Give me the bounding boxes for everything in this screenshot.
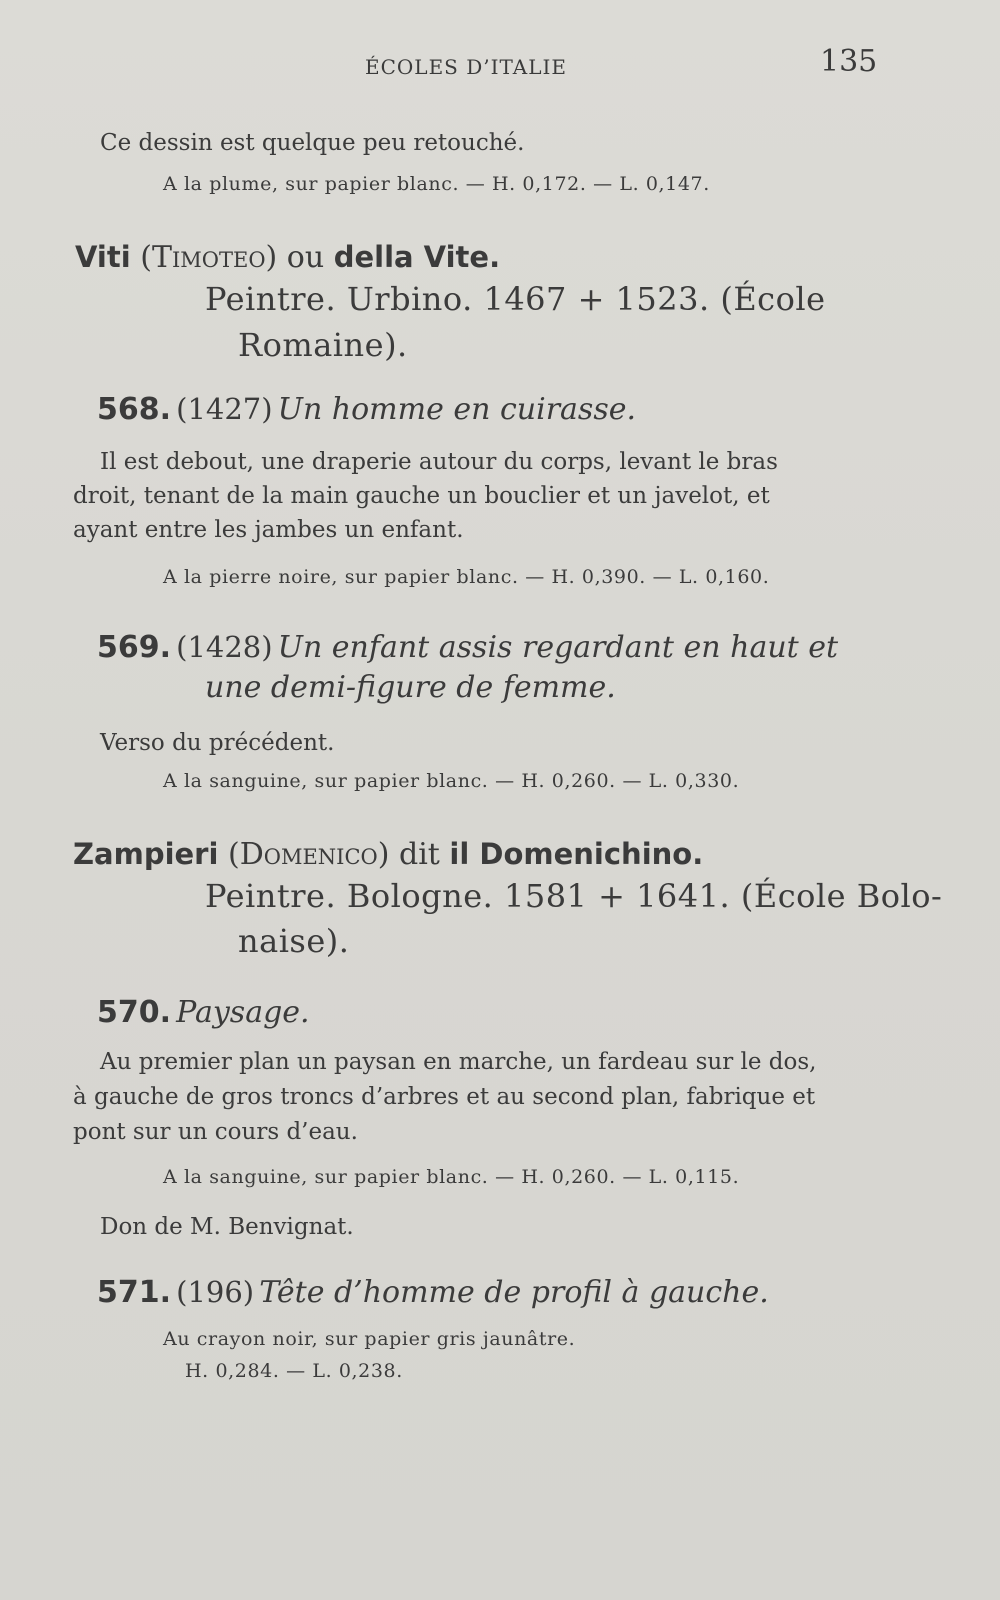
entry-number: 568.	[97, 392, 172, 427]
entry-old-number: (1428)	[176, 630, 273, 664]
artist-bio-line1: Peintre. Bologne. 1581 + 1641. (École Bolo-	[205, 877, 943, 915]
running-head: ÉCOLES D’ITALIE	[365, 55, 568, 79]
entry-heading-571	[97, 1275, 769, 1310]
entry-heading-569	[97, 630, 838, 665]
entry-heading-570	[97, 995, 310, 1030]
artist-heading-viti: Viti (Timoteo) ou della Vite.	[75, 240, 501, 275]
entry-description-line: à gauche de gros troncs d’arbres et au second plan, fabrique et	[73, 1084, 816, 1110]
entry-title: Tête d’homme de profil à gauche.	[259, 1275, 769, 1310]
intro-medium: A la plume, sur papier blanc. — H. 0,172. — L. 0,147.	[163, 173, 710, 195]
entry-title: Un homme en cuirasse.	[277, 392, 637, 427]
entry-description-line: Il est debout, une draperie autour du corps, levant le bras	[100, 449, 778, 475]
intro-note: Ce dessin est quelque peu retouché.	[100, 130, 525, 156]
entry-title: Un enfant assis regardant en haut et	[277, 630, 839, 665]
entry-description-line: pont sur un cours d’eau.	[73, 1119, 358, 1145]
entry-note: Verso du précédent.	[100, 730, 335, 756]
entry-number: 571.	[97, 1275, 172, 1310]
artist-bio-line2: naise).	[238, 922, 350, 960]
entry-description-line: Au premier plan un paysan en marche, un fardeau sur le dos,	[100, 1049, 817, 1075]
entry-medium: A la sanguine, sur papier blanc. — H. 0,260. — L. 0,115.	[163, 1166, 740, 1188]
entry-description-line: ayant entre les jambes un enfant.	[73, 517, 464, 543]
artist-bio-line2: Romaine).	[238, 326, 408, 364]
artist-bio-line1: Peintre. Urbino. 1467 + 1523. (École	[205, 280, 826, 318]
entry-heading-568	[97, 392, 636, 427]
entry-medium: A la sanguine, sur papier blanc. — H. 0,260. — L. 0,330.	[163, 770, 740, 792]
artist-alt-name: il Domenichino.	[449, 837, 704, 871]
entry-description-line: droit, tenant de la main gauche un bouclier et un javelot, et	[73, 483, 770, 509]
entry-title-continued: une demi-figure de femme.	[205, 670, 616, 705]
page-number: 135	[820, 44, 878, 79]
entry-dimensions: H. 0,284. — L. 0,238.	[185, 1360, 403, 1382]
entry-number: 569.	[97, 630, 172, 665]
entry-number: 570.	[97, 995, 172, 1030]
artist-forename: Domenico	[239, 837, 378, 872]
entry-old-number: (196)	[176, 1275, 255, 1309]
entry-title: Paysage.	[176, 995, 310, 1030]
artist-alt-name: della Vite.	[333, 240, 501, 274]
entry-medium: A la pierre noire, sur papier blanc. — H. 0,390. — L. 0,160.	[163, 566, 770, 588]
artist-surname: Viti	[75, 240, 131, 274]
artist-forename: Timoteo	[151, 240, 266, 275]
artist-surname: Zampieri	[73, 837, 219, 871]
artist-heading-zampieri: Zampieri (Domenico) dit il Domenichino.	[73, 837, 704, 872]
entry-medium: Au crayon noir, sur papier gris jaunâtre.	[163, 1328, 576, 1350]
entry-provenance: Don de M. Benvignat.	[100, 1214, 354, 1240]
entry-old-number: (1427)	[176, 392, 273, 426]
